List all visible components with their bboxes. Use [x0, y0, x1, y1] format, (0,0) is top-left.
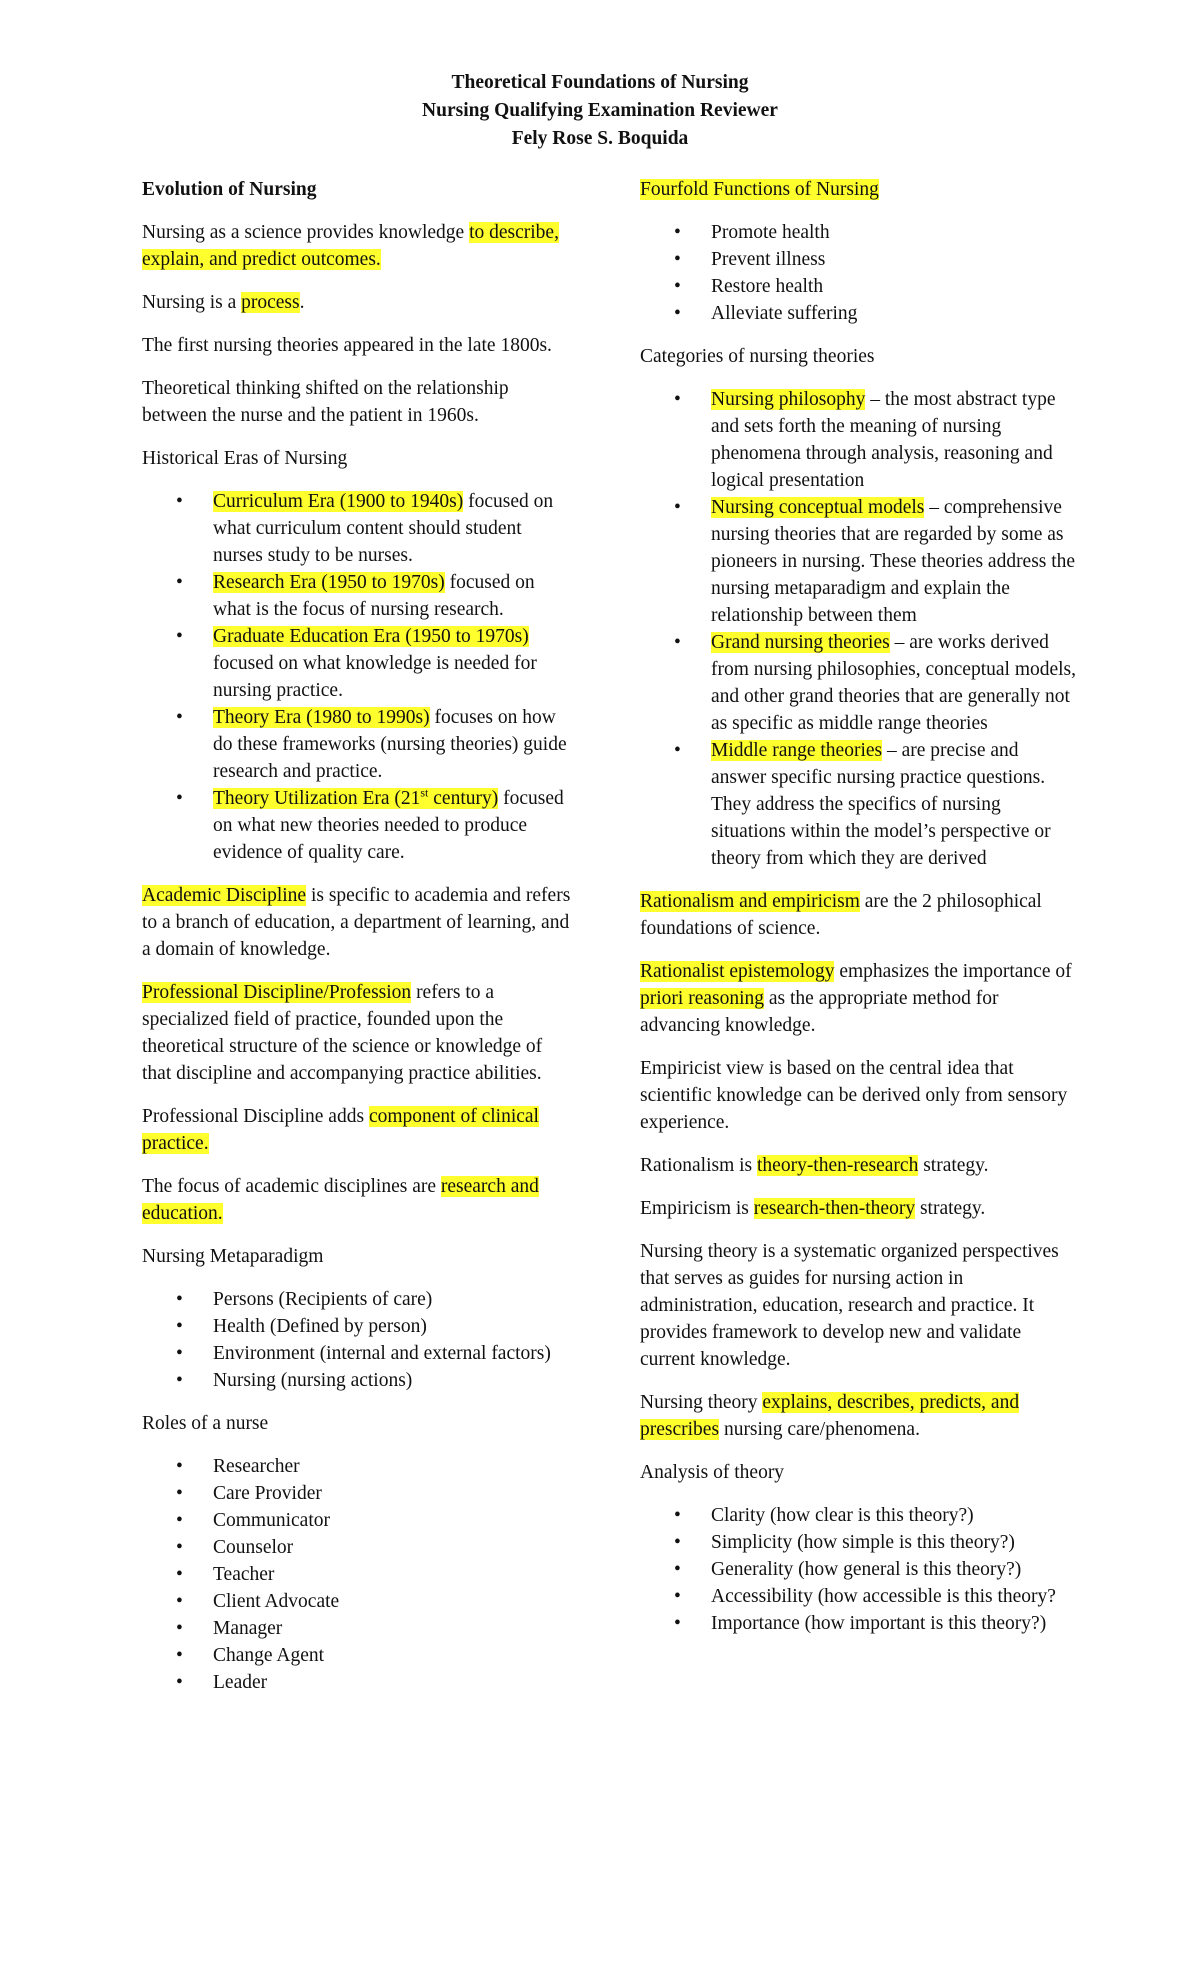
- paragraph: Theoretical thinking shifted on the relationship between the nurse and the patient in 1960s.: [142, 378, 509, 426]
- text: is specific to academia and refers to a branch of education, a department of learning, and a domain of knowledge.: [142, 885, 571, 960]
- highlight: Middle range theories: [711, 740, 883, 761]
- list-item: [213, 623, 574, 704]
- text: Nursing theory: [640, 1392, 763, 1413]
- text: century): [428, 788, 499, 809]
- paragraph: The first nursing theories appeared in the late 1800s.: [142, 335, 552, 356]
- list-item: • Health (Defined by person): [213, 1313, 574, 1340]
- paragraph: [640, 1389, 1078, 1443]
- document-author: Fely Rose S. Boquida: [511, 128, 689, 149]
- highlight: Academic Discipline: [142, 885, 307, 906]
- section-heading-fourfold: [640, 176, 1078, 203]
- list-item: • Promote health: [711, 219, 1078, 246]
- functions-list: [640, 219, 1078, 327]
- highlight: Research Era (1950 to 1970s): [213, 572, 445, 593]
- document-title: Theoretical Foundations of Nursing: [451, 72, 749, 93]
- text: emphasizes the importance of: [834, 961, 1072, 982]
- list-item: • Leader: [213, 1669, 574, 1696]
- eras-list: [142, 488, 574, 866]
- list-item: • Change Agent: [213, 1642, 574, 1669]
- highlight: Professional Discipline/Profession: [142, 982, 412, 1003]
- highlight: to describe, explain, and predict outcomes.: [142, 222, 559, 270]
- list-item: • Importance (how important is this theory?): [711, 1610, 1078, 1637]
- list-item: • Client Advocate: [213, 1588, 574, 1615]
- text: Empiricism is: [640, 1198, 754, 1219]
- left-column: [142, 176, 574, 1712]
- list-item: • Teacher: [213, 1561, 574, 1588]
- text: focused on what knowledge is needed for nursing practice.: [213, 653, 537, 701]
- highlight: explains, describes, predicts, and prescribes: [640, 1392, 1020, 1440]
- list-title-eras: Historical Eras of Nursing: [142, 448, 348, 469]
- paragraph: [142, 1173, 574, 1227]
- list-item: • Care Provider: [213, 1480, 574, 1507]
- list-item: • Restore health: [711, 273, 1078, 300]
- highlight: Rationalism and empiricism: [640, 891, 860, 912]
- text: – the most abstract type and sets forth the meaning of nursing phenomena through analysis, reasoning and logical presentation: [711, 389, 1056, 491]
- text: nursing care/phenomena.: [719, 1419, 920, 1440]
- text: focuses on how do these frameworks (nursing theories) guide research and practice.: [213, 707, 567, 782]
- paragraph: [640, 1152, 1078, 1179]
- analysis-list: [640, 1502, 1078, 1637]
- highlight: [213, 785, 499, 809]
- list-item: [213, 569, 574, 623]
- list-item: • Communicator: [213, 1507, 574, 1534]
- list-item: • Generality (how general is this theory?): [711, 1556, 1078, 1583]
- paragraph: [142, 219, 574, 273]
- text: strategy.: [918, 1155, 989, 1176]
- list-title-analysis: Analysis of theory: [640, 1462, 785, 1483]
- paragraph: [142, 979, 574, 1087]
- highlight: component of clinical practice.: [142, 1106, 539, 1154]
- text: .: [299, 292, 305, 313]
- list-item: • Alleviate suffering: [711, 300, 1078, 327]
- categories-list: [640, 386, 1078, 872]
- list-item: [213, 704, 574, 785]
- list-item: [711, 494, 1078, 629]
- superscript: st: [420, 785, 429, 800]
- document-header: [0, 69, 1200, 153]
- list-item: [711, 386, 1078, 494]
- highlight: Curriculum Era (1900 to 1940s): [213, 491, 464, 512]
- highlight: process: [241, 292, 300, 313]
- list-item: [711, 629, 1078, 737]
- list-item: • Prevent illness: [711, 246, 1078, 273]
- text: Nursing is a: [142, 292, 242, 313]
- paragraph: Nursing theory is a systematic organized perspectives that serves as guides for nursing action in administration, education, research and practice. It provides framework to develop new and validate current knowledge.: [640, 1241, 1059, 1370]
- list-title-roles: Roles of a nurse: [142, 1413, 269, 1434]
- text: Nursing as a science provides knowledge: [142, 222, 470, 243]
- paragraph: [142, 882, 574, 963]
- list-item: [213, 488, 574, 569]
- text: focused on what new theories needed to produce evidence of quality care.: [213, 788, 564, 863]
- highlight: Fourfold Functions of Nursing: [640, 179, 879, 200]
- highlight: Nursing conceptual models: [711, 497, 925, 518]
- text: Rationalism is: [640, 1155, 757, 1176]
- text: are the 2 philosophical foundations of science.: [640, 891, 1042, 939]
- list-item: • Environment (internal and external factors): [213, 1340, 574, 1367]
- paragraph: [142, 289, 574, 316]
- paragraph: [640, 958, 1078, 1039]
- list-item: • Nursing (nursing actions): [213, 1367, 574, 1394]
- metaparadigm-list: [142, 1286, 574, 1394]
- highlight: Nursing philosophy: [711, 389, 866, 410]
- highlight: Graduate Education Era (1950 to 1970s): [213, 626, 529, 647]
- highlight: research and education.: [142, 1176, 539, 1224]
- highlight: research-then-theory: [753, 1198, 916, 1219]
- highlight: theory-then-research: [757, 1155, 919, 1176]
- text: as the appropriate method for advancing knowledge.: [640, 988, 999, 1036]
- list-item: • Counselor: [213, 1534, 574, 1561]
- section-heading-evolution: Evolution of Nursing: [142, 179, 317, 200]
- text: The focus of academic disciplines are: [142, 1176, 441, 1197]
- text: strategy.: [915, 1198, 986, 1219]
- text: – comprehensive nursing theories that are regarded by some as pioneers in nursing. These theories address the nursing metaparadigm and explain the relationship between them: [711, 497, 1076, 626]
- list-item: • Manager: [213, 1615, 574, 1642]
- list-title-metaparadigm: Nursing Metaparadigm: [142, 1246, 324, 1267]
- text: focused on what is the focus of nursing research.: [213, 572, 535, 620]
- list-item: [711, 737, 1078, 872]
- highlight: Rationalist epistemology: [640, 961, 835, 982]
- list-item: • Researcher: [213, 1453, 574, 1480]
- text: – are precise and answer specific nursing practice questions. They address the specifics of nursing situations within the model’s perspective or theory from which they are derived: [711, 740, 1051, 869]
- highlight: priori reasoning: [640, 988, 765, 1009]
- list-item: • Clarity (how clear is this theory?): [711, 1502, 1078, 1529]
- text: focused on what curriculum content should student nurses study to be nurses.: [213, 491, 554, 566]
- text: refers to a specialized field of practice, founded upon the theoretical structure of the science or knowledge of that discipline and accompanying practice abilities.: [142, 982, 543, 1084]
- text: Professional Discipline adds: [142, 1106, 369, 1127]
- text: – are works derived from nursing philosophies, conceptual models, and other grand theories that are generally not as specific as middle range theories: [711, 632, 1077, 734]
- document-subtitle: Nursing Qualifying Examination Reviewer: [422, 100, 778, 121]
- roles-list: [142, 1453, 574, 1696]
- paragraph: Empiricist view is based on the central idea that scientific knowledge can be derived only from sensory experience.: [640, 1058, 1068, 1133]
- text: Theory Utilization Era (21: [213, 788, 421, 809]
- paragraph: [640, 888, 1078, 942]
- highlight: Theory Era (1980 to 1990s): [213, 707, 430, 728]
- paragraph: [142, 1103, 574, 1157]
- paragraph: [640, 1195, 1078, 1222]
- list-item: • Persons (Recipients of care): [213, 1286, 574, 1313]
- list-item: • Simplicity (how simple is this theory?): [711, 1529, 1078, 1556]
- list-title-categories: Categories of nursing theories: [640, 346, 875, 367]
- list-item: [213, 785, 574, 866]
- highlight: Grand nursing theories: [711, 632, 890, 653]
- right-column: [640, 176, 1078, 1653]
- list-item: • Accessibility (how accessible is this theory?: [711, 1583, 1078, 1610]
